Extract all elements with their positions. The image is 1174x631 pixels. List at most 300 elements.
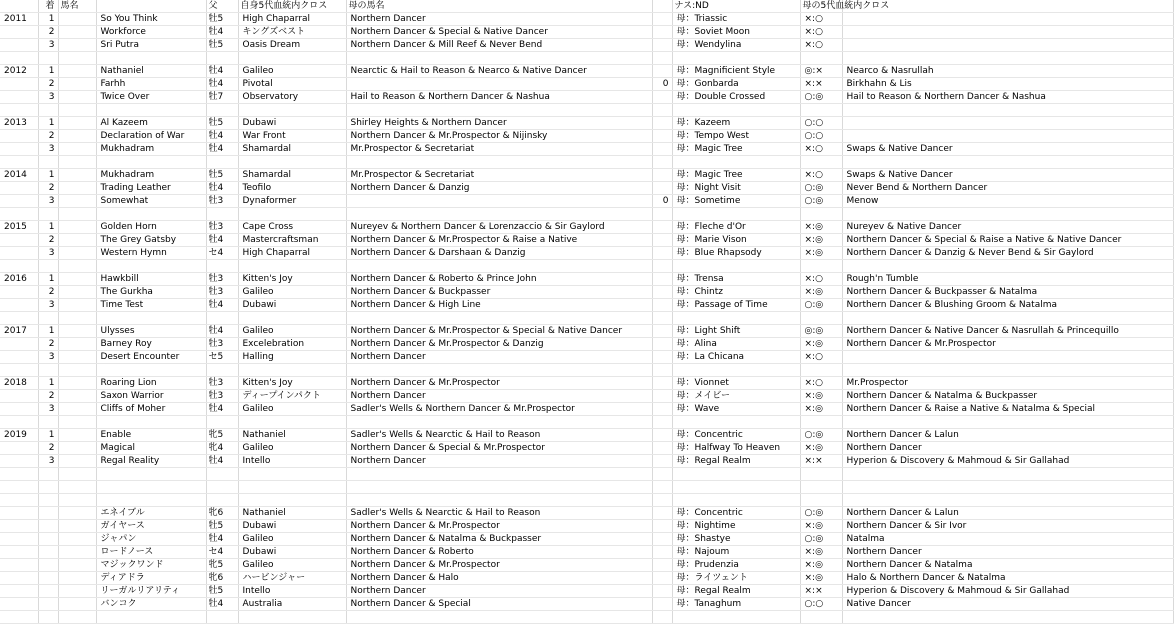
sex-age-cell[interactable]: 牡4 xyxy=(206,234,238,247)
nas-nd-cell[interactable] xyxy=(800,611,842,624)
blank-cell[interactable] xyxy=(58,169,96,182)
year-cell[interactable] xyxy=(0,312,38,325)
horse-name-cell[interactable]: The Gurkha xyxy=(96,286,206,299)
year-cell[interactable] xyxy=(0,299,38,312)
sire-cell[interactable]: Halling xyxy=(238,351,346,364)
nas-nd-cell[interactable]: ○:○ xyxy=(800,598,842,611)
horse-name-cell[interactable]: Time Test xyxy=(96,299,206,312)
zero-cell[interactable] xyxy=(652,481,672,494)
sire-cell[interactable]: Nathaniel xyxy=(238,507,346,520)
year-cell[interactable] xyxy=(0,442,38,455)
dam-cross-cell[interactable]: Menow xyxy=(842,195,1173,208)
dam-cross-cell[interactable]: Northern Dancer xyxy=(842,442,1173,455)
zero-cell[interactable] xyxy=(652,260,672,273)
nas-nd-cell[interactable]: ○:○ xyxy=(800,117,842,130)
dam-cross-cell[interactable]: Northern Dancer & Lalun xyxy=(842,507,1173,520)
dam-cell[interactable] xyxy=(672,611,800,624)
dam-cell[interactable]: 母：Fleche d'Or xyxy=(672,221,800,234)
cross-cell[interactable]: Northern Dancer & Halo xyxy=(346,572,652,585)
nas-nd-cell[interactable]: ○:◎ xyxy=(800,91,842,104)
dam-cross-cell[interactable]: Northern Dancer & Raise a Native & Natalma & Special xyxy=(842,403,1173,416)
nas-nd-cell[interactable]: ×:× xyxy=(800,455,842,468)
sex-age-cell[interactable]: 牡3 xyxy=(206,286,238,299)
cross-cell[interactable]: Northern Dancer & High Line xyxy=(346,299,652,312)
sire-cell[interactable]: Shamardal xyxy=(238,169,346,182)
sex-age-cell[interactable]: 牡4 xyxy=(206,325,238,338)
header-horse-name-cell[interactable] xyxy=(96,0,206,13)
header-dam-cross-cell[interactable] xyxy=(842,0,1173,13)
blank-cell[interactable] xyxy=(58,468,96,481)
sire-cell[interactable]: Galileo xyxy=(238,65,346,78)
rank-cell[interactable]: 1 xyxy=(38,13,58,26)
blank-cell[interactable] xyxy=(58,520,96,533)
year-cell[interactable]: 2015 xyxy=(0,221,38,234)
zero-cell[interactable] xyxy=(652,312,672,325)
cross-cell[interactable]: Northern Dancer & Special & Native Dancer xyxy=(346,26,652,39)
dam-cross-cell[interactable]: Hail to Reason & Northern Dancer & Nashua xyxy=(842,91,1173,104)
header-nas-nd-cell[interactable]: 母の5代血統内クロス xyxy=(800,0,842,13)
dam-cross-cell[interactable]: Nureyev & Native Dancer xyxy=(842,221,1173,234)
nas-nd-cell[interactable]: ×:◎ xyxy=(800,221,842,234)
rank-cell[interactable]: 3 xyxy=(38,91,58,104)
horse-name-cell[interactable]: The Grey Gatsby xyxy=(96,234,206,247)
sex-age-cell[interactable]: 牡5 xyxy=(206,39,238,52)
horse-name-cell[interactable]: Cliffs of Moher xyxy=(96,403,206,416)
sire-cell[interactable] xyxy=(238,364,346,377)
rank-cell[interactable]: 2 xyxy=(38,442,58,455)
zero-cell[interactable] xyxy=(652,572,672,585)
dam-cell[interactable]: 母：Shastye xyxy=(672,533,800,546)
sire-cell[interactable]: ディープインパクト xyxy=(238,390,346,403)
rank-cell[interactable] xyxy=(38,572,58,585)
dam-cell[interactable]: 母：Nightime xyxy=(672,520,800,533)
blank-cell[interactable] xyxy=(58,143,96,156)
dam-cell[interactable] xyxy=(672,156,800,169)
dam-cell[interactable]: 母：Magic Tree xyxy=(672,169,800,182)
nas-nd-cell[interactable]: ×:○ xyxy=(800,351,842,364)
sire-cell[interactable] xyxy=(238,156,346,169)
dam-cell[interactable]: 母：Concentric xyxy=(672,507,800,520)
cross-cell[interactable]: Mr.Prospector & Secretariat xyxy=(346,143,652,156)
horse-name-cell[interactable] xyxy=(96,481,206,494)
dam-cross-cell[interactable] xyxy=(842,611,1173,624)
zero-cell[interactable] xyxy=(652,143,672,156)
year-cell[interactable] xyxy=(0,39,38,52)
zero-cell[interactable] xyxy=(652,208,672,221)
horse-name-cell[interactable] xyxy=(96,104,206,117)
dam-cross-cell[interactable]: Nearco & Nasrullah xyxy=(842,65,1173,78)
rank-cell[interactable] xyxy=(38,208,58,221)
sex-age-cell[interactable]: 牡4 xyxy=(206,299,238,312)
nas-nd-cell[interactable]: ×:◎ xyxy=(800,572,842,585)
zero-cell[interactable] xyxy=(652,182,672,195)
dam-cross-cell[interactable]: Hyperion & Discovery & Mahmoud & Sir Gallahad xyxy=(842,455,1173,468)
nas-nd-cell[interactable] xyxy=(800,494,842,507)
cross-cell[interactable] xyxy=(346,104,652,117)
cross-cell[interactable]: Northern Dancer & Roberto & Prince John xyxy=(346,273,652,286)
blank-cell[interactable] xyxy=(58,312,96,325)
zero-cell[interactable] xyxy=(652,234,672,247)
horse-name-cell[interactable]: So You Think xyxy=(96,13,206,26)
sire-cell[interactable]: Excelebration xyxy=(238,338,346,351)
zero-cell[interactable] xyxy=(652,286,672,299)
rank-cell[interactable] xyxy=(38,494,58,507)
rank-cell[interactable] xyxy=(38,533,58,546)
blank-cell[interactable] xyxy=(58,455,96,468)
rank-cell[interactable]: 1 xyxy=(38,65,58,78)
blank-cell[interactable] xyxy=(58,377,96,390)
nas-nd-cell[interactable]: ○:◎ xyxy=(800,507,842,520)
dam-cross-cell[interactable] xyxy=(842,351,1173,364)
sex-age-cell[interactable] xyxy=(206,364,238,377)
dam-cell[interactable]: 母：Halfway To Heaven xyxy=(672,442,800,455)
rank-cell[interactable]: 3 xyxy=(38,143,58,156)
nas-nd-cell[interactable]: ○:◎ xyxy=(800,533,842,546)
year-cell[interactable] xyxy=(0,351,38,364)
nas-nd-cell[interactable]: ×:◎ xyxy=(800,442,842,455)
dam-cross-cell[interactable] xyxy=(842,39,1173,52)
zero-cell[interactable] xyxy=(652,598,672,611)
zero-cell[interactable]: 0 xyxy=(652,195,672,208)
zero-cell[interactable] xyxy=(652,351,672,364)
rank-cell[interactable] xyxy=(38,260,58,273)
sire-cell[interactable]: Dubawi xyxy=(238,299,346,312)
cross-cell[interactable]: Northern Dancer xyxy=(346,390,652,403)
blank-cell[interactable] xyxy=(58,390,96,403)
dam-cell[interactable] xyxy=(672,312,800,325)
dam-cross-cell[interactable] xyxy=(842,260,1173,273)
sex-age-cell[interactable]: 牡3 xyxy=(206,377,238,390)
cross-cell[interactable]: Northern Dancer & Mr.Prospector xyxy=(346,520,652,533)
sire-cell[interactable]: Dubawi xyxy=(238,546,346,559)
dam-cell[interactable]: 母：Passage of Time xyxy=(672,299,800,312)
sire-cell[interactable] xyxy=(238,312,346,325)
cross-cell[interactable] xyxy=(346,481,652,494)
sex-age-cell[interactable]: セ5 xyxy=(206,351,238,364)
cross-cell[interactable]: Northern Dancer & Mr.Prospector & Nijinsky xyxy=(346,130,652,143)
cross-cell[interactable]: Northern Dancer & Mr.Prospector & Raise a Native xyxy=(346,234,652,247)
zero-cell[interactable] xyxy=(652,117,672,130)
horse-name-cell[interactable]: Saxon Warrior xyxy=(96,390,206,403)
dam-cell[interactable] xyxy=(672,494,800,507)
year-cell[interactable] xyxy=(0,546,38,559)
year-cell[interactable] xyxy=(0,507,38,520)
horse-name-cell[interactable]: Mukhadram xyxy=(96,169,206,182)
cross-cell[interactable]: Northern Dancer xyxy=(346,351,652,364)
zero-cell[interactable] xyxy=(652,299,672,312)
year-cell[interactable] xyxy=(0,234,38,247)
year-cell[interactable] xyxy=(0,26,38,39)
zero-cell[interactable] xyxy=(652,403,672,416)
cross-cell[interactable]: Hail to Reason & Northern Dancer & Nashua xyxy=(346,91,652,104)
blank-cell[interactable] xyxy=(58,182,96,195)
year-cell[interactable] xyxy=(0,260,38,273)
year-cell[interactable] xyxy=(0,286,38,299)
horse-name-cell[interactable]: Farhh xyxy=(96,78,206,91)
nas-nd-cell[interactable] xyxy=(800,481,842,494)
sex-age-cell[interactable]: 牝5 xyxy=(206,559,238,572)
year-cell[interactable] xyxy=(0,390,38,403)
cross-cell[interactable] xyxy=(346,78,652,91)
rank-cell[interactable] xyxy=(38,416,58,429)
dam-cross-cell[interactable] xyxy=(842,130,1173,143)
zero-cell[interactable] xyxy=(652,520,672,533)
zero-cell[interactable] xyxy=(652,429,672,442)
sex-age-cell[interactable]: 牡4 xyxy=(206,65,238,78)
zero-cell[interactable] xyxy=(652,156,672,169)
sex-age-cell[interactable]: 牡4 xyxy=(206,143,238,156)
dam-cross-cell[interactable] xyxy=(842,104,1173,117)
blank-cell[interactable] xyxy=(58,416,96,429)
year-cell[interactable] xyxy=(0,52,38,65)
cross-cell[interactable] xyxy=(346,611,652,624)
dam-cell[interactable]: 母：Concentric xyxy=(672,429,800,442)
dam-cell[interactable]: 母：Magic Tree xyxy=(672,143,800,156)
blank-cell[interactable] xyxy=(58,65,96,78)
dam-cell[interactable]: 母：Light Shift xyxy=(672,325,800,338)
horse-name-cell[interactable] xyxy=(96,494,206,507)
nas-nd-cell[interactable] xyxy=(800,364,842,377)
dam-cross-cell[interactable]: Northern Dancer & Buckpasser & Natalma xyxy=(842,286,1173,299)
zero-cell[interactable] xyxy=(652,494,672,507)
sex-age-cell[interactable]: 牡4 xyxy=(206,26,238,39)
sex-age-cell[interactable]: 牡3 xyxy=(206,273,238,286)
horse-name-cell[interactable]: Workforce xyxy=(96,26,206,39)
year-cell[interactable] xyxy=(0,247,38,260)
sire-cell[interactable]: Oasis Dream xyxy=(238,39,346,52)
cross-cell[interactable]: Nureyev & Northern Dancer & Lorenzaccio & Sir Gaylord xyxy=(346,221,652,234)
blank-cell[interactable] xyxy=(58,338,96,351)
nas-nd-cell[interactable]: ×:◎ xyxy=(800,390,842,403)
year-cell[interactable] xyxy=(0,208,38,221)
year-cell[interactable] xyxy=(0,468,38,481)
sex-age-cell[interactable] xyxy=(206,468,238,481)
year-cell[interactable]: 2016 xyxy=(0,273,38,286)
blank-cell[interactable] xyxy=(58,26,96,39)
rank-cell[interactable]: 3 xyxy=(38,299,58,312)
dam-cross-cell[interactable] xyxy=(842,364,1173,377)
year-cell[interactable]: 2017 xyxy=(0,325,38,338)
sire-cell[interactable] xyxy=(238,481,346,494)
sex-age-cell[interactable]: 牡4 xyxy=(206,78,238,91)
horse-name-cell[interactable]: Ulysses xyxy=(96,325,206,338)
nas-nd-cell[interactable] xyxy=(800,104,842,117)
horse-name-cell[interactable]: ガイヤース xyxy=(96,520,206,533)
sex-age-cell[interactable] xyxy=(206,156,238,169)
dam-cross-cell[interactable]: Northern Dancer & Mr.Prospector xyxy=(842,338,1173,351)
dam-cell[interactable]: 母：Najoum xyxy=(672,546,800,559)
rank-cell[interactable]: 2 xyxy=(38,78,58,91)
blank-cell[interactable] xyxy=(58,78,96,91)
horse-name-cell[interactable] xyxy=(96,52,206,65)
year-cell[interactable] xyxy=(0,91,38,104)
horse-name-cell[interactable]: Al Kazeem xyxy=(96,117,206,130)
dam-cross-cell[interactable] xyxy=(842,208,1173,221)
header-sex-age-cell[interactable]: 父 xyxy=(206,0,238,13)
sire-cell[interactable]: Observatory xyxy=(238,91,346,104)
blank-cell[interactable] xyxy=(58,130,96,143)
dam-cell[interactable] xyxy=(672,52,800,65)
blank-cell[interactable] xyxy=(58,221,96,234)
nas-nd-cell[interactable]: ×:◎ xyxy=(800,559,842,572)
dam-cross-cell[interactable]: Native Dancer xyxy=(842,598,1173,611)
cross-cell[interactable] xyxy=(346,52,652,65)
sire-cell[interactable]: War Front xyxy=(238,130,346,143)
sex-age-cell[interactable]: 牝4 xyxy=(206,442,238,455)
dam-cell[interactable]: 母：Prudenzia xyxy=(672,559,800,572)
year-cell[interactable] xyxy=(0,338,38,351)
sire-cell[interactable]: Kitten's Joy xyxy=(238,273,346,286)
zero-cell[interactable] xyxy=(652,468,672,481)
rank-cell[interactable]: 3 xyxy=(38,351,58,364)
sire-cell[interactable] xyxy=(238,208,346,221)
blank-cell[interactable] xyxy=(58,117,96,130)
nas-nd-cell[interactable]: ○:○ xyxy=(800,130,842,143)
blank-cell[interactable] xyxy=(58,546,96,559)
dam-cross-cell[interactable]: Northern Dancer & Special & Raise a Native & Native Dancer xyxy=(842,234,1173,247)
blank-cell[interactable] xyxy=(58,598,96,611)
sex-age-cell[interactable]: 牝6 xyxy=(206,507,238,520)
dam-cross-cell[interactable]: Northern Dancer & Native Dancer & Nasrullah & Princequillo xyxy=(842,325,1173,338)
sex-age-cell[interactable]: 牡5 xyxy=(206,117,238,130)
dam-cross-cell[interactable]: Birkhahn & Lis xyxy=(842,78,1173,91)
cross-cell[interactable] xyxy=(346,260,652,273)
blank-cell[interactable] xyxy=(58,91,96,104)
dam-cell[interactable]: 母：ライツェント xyxy=(672,572,800,585)
dam-cross-cell[interactable]: Rough'n Tumble xyxy=(842,273,1173,286)
dam-cell[interactable]: 母：Regal Realm xyxy=(672,585,800,598)
dam-cross-cell[interactable]: Northern Dancer xyxy=(842,546,1173,559)
header-dam-cell[interactable]: ナス:ND xyxy=(672,0,800,13)
year-cell[interactable]: 2019 xyxy=(0,429,38,442)
cross-cell[interactable] xyxy=(346,468,652,481)
sire-cell[interactable] xyxy=(238,104,346,117)
year-cell[interactable]: 2012 xyxy=(0,65,38,78)
cross-cell[interactable]: Northern Dancer & Mr.Prospector & Danzig xyxy=(346,338,652,351)
header-year-cell[interactable] xyxy=(0,0,38,13)
horse-name-cell[interactable] xyxy=(96,156,206,169)
dam-cross-cell[interactable]: Swaps & Native Dancer xyxy=(842,169,1173,182)
blank-cell[interactable] xyxy=(58,494,96,507)
nas-nd-cell[interactable]: ×:○ xyxy=(800,13,842,26)
zero-cell[interactable] xyxy=(652,546,672,559)
year-cell[interactable] xyxy=(0,143,38,156)
horse-name-cell[interactable]: Declaration of War xyxy=(96,130,206,143)
horse-name-cell[interactable]: Mukhadram xyxy=(96,143,206,156)
horse-name-cell[interactable]: エネイブル xyxy=(96,507,206,520)
sire-cell[interactable]: Pivotal xyxy=(238,78,346,91)
nas-nd-cell[interactable]: ○:◎ xyxy=(800,429,842,442)
sire-cell[interactable]: Galileo xyxy=(238,442,346,455)
horse-name-cell[interactable] xyxy=(96,416,206,429)
sex-age-cell[interactable]: 牡4 xyxy=(206,403,238,416)
cross-cell[interactable]: Nearctic & Hail to Reason & Nearco & Native Dancer xyxy=(346,65,652,78)
zero-cell[interactable] xyxy=(652,416,672,429)
header-rank-cell[interactable]: 着 xyxy=(38,0,58,13)
horse-name-cell[interactable]: Golden Horn xyxy=(96,221,206,234)
zero-cell[interactable] xyxy=(652,533,672,546)
horse-name-cell[interactable]: Sri Putra xyxy=(96,39,206,52)
year-cell[interactable]: 2014 xyxy=(0,169,38,182)
year-cell[interactable] xyxy=(0,481,38,494)
rank-cell[interactable]: 2 xyxy=(38,338,58,351)
nas-nd-cell[interactable] xyxy=(800,156,842,169)
cross-cell[interactable]: Northern Dancer & Mr.Prospector xyxy=(346,377,652,390)
sex-age-cell[interactable]: 牡3 xyxy=(206,390,238,403)
sire-cell[interactable]: Dubawi xyxy=(238,520,346,533)
horse-name-cell[interactable] xyxy=(96,260,206,273)
cross-cell[interactable]: Northern Dancer & Mr.Prospector xyxy=(346,559,652,572)
sex-age-cell[interactable] xyxy=(206,416,238,429)
sex-age-cell[interactable]: 牡4 xyxy=(206,598,238,611)
horse-name-cell[interactable]: ロードノース xyxy=(96,546,206,559)
horse-name-cell[interactable]: バンコク xyxy=(96,598,206,611)
year-cell[interactable] xyxy=(0,104,38,117)
year-cell[interactable] xyxy=(0,455,38,468)
sire-cell[interactable]: Galileo xyxy=(238,559,346,572)
sex-age-cell[interactable]: 牝5 xyxy=(206,429,238,442)
sire-cell[interactable]: ハービンジャー xyxy=(238,572,346,585)
zero-cell[interactable] xyxy=(652,611,672,624)
dam-cross-cell[interactable] xyxy=(842,312,1173,325)
dam-cell[interactable] xyxy=(672,481,800,494)
blank-cell[interactable] xyxy=(58,572,96,585)
nas-nd-cell[interactable]: ×:○ xyxy=(800,273,842,286)
sire-cell[interactable]: High Chaparral xyxy=(238,13,346,26)
horse-name-cell[interactable]: マジックワンド xyxy=(96,559,206,572)
cross-cell[interactable]: Sadler's Wells & Nearctic & Hail to Reason xyxy=(346,429,652,442)
zero-cell[interactable] xyxy=(652,39,672,52)
sex-age-cell[interactable]: 牡4 xyxy=(206,130,238,143)
cross-cell[interactable]: Northern Dancer & Natalma & Buckpasser xyxy=(346,533,652,546)
year-cell[interactable] xyxy=(0,416,38,429)
dam-cell[interactable] xyxy=(672,364,800,377)
dam-cell[interactable]: 母：La Chicana xyxy=(672,351,800,364)
zero-cell[interactable] xyxy=(652,26,672,39)
zero-cell[interactable] xyxy=(652,338,672,351)
sire-cell[interactable] xyxy=(238,416,346,429)
rank-cell[interactable]: 3 xyxy=(38,403,58,416)
horse-name-cell[interactable]: ジャパン xyxy=(96,533,206,546)
rank-cell[interactable]: 3 xyxy=(38,195,58,208)
sire-cell[interactable] xyxy=(238,52,346,65)
rank-cell[interactable]: 2 xyxy=(38,286,58,299)
dam-cross-cell[interactable] xyxy=(842,494,1173,507)
cross-cell[interactable]: Northern Dancer & Roberto xyxy=(346,546,652,559)
sire-cell[interactable]: Galileo xyxy=(238,325,346,338)
year-cell[interactable] xyxy=(0,182,38,195)
zero-cell[interactable] xyxy=(652,13,672,26)
sire-cell[interactable]: Dynaformer xyxy=(238,195,346,208)
sire-cell[interactable] xyxy=(238,611,346,624)
cross-cell[interactable] xyxy=(346,156,652,169)
rank-cell[interactable]: 1 xyxy=(38,117,58,130)
header-sire-cell[interactable]: 自身5代血統内クロス xyxy=(238,0,346,13)
cross-cell[interactable]: Sadler's Wells & Northern Dancer & Mr.Prospector xyxy=(346,403,652,416)
cross-cell[interactable]: Shirley Heights & Northern Dancer xyxy=(346,117,652,130)
nas-nd-cell[interactable] xyxy=(800,416,842,429)
blank-cell[interactable] xyxy=(58,260,96,273)
dam-cross-cell[interactable] xyxy=(842,468,1173,481)
dam-cross-cell[interactable] xyxy=(842,481,1173,494)
cross-cell[interactable]: Northern Dancer xyxy=(346,13,652,26)
sire-cell[interactable]: High Chaparral xyxy=(238,247,346,260)
zero-cell[interactable] xyxy=(652,104,672,117)
blank-cell[interactable] xyxy=(58,611,96,624)
sex-age-cell[interactable]: セ4 xyxy=(206,546,238,559)
dam-cell[interactable]: 母：Kazeem xyxy=(672,117,800,130)
blank-cell[interactable] xyxy=(58,533,96,546)
